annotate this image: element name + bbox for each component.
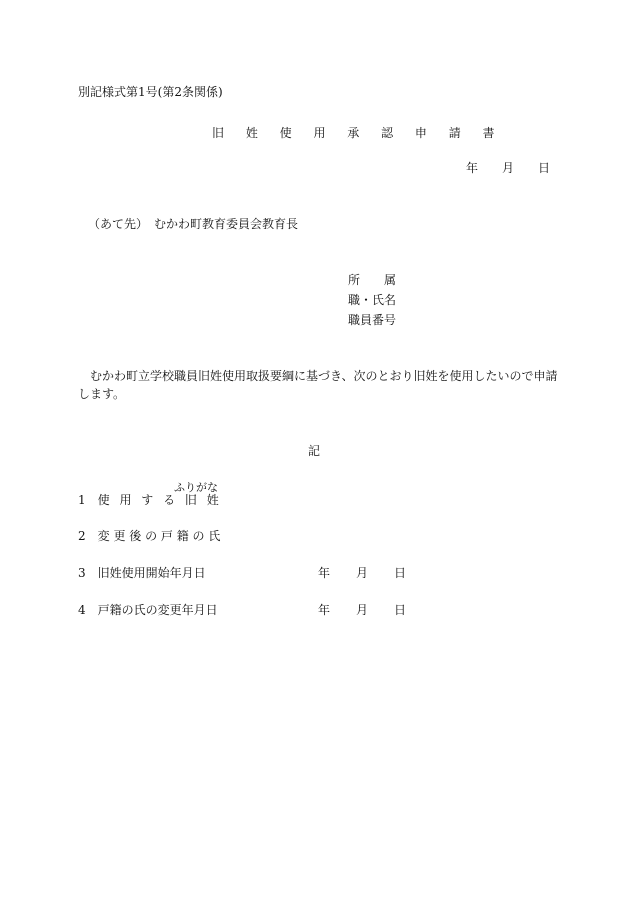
item-1-label: 使 用 す る 旧 姓 [97,493,222,507]
item-1 [78,493,222,507]
item-4-day: 日 [394,603,407,617]
item-4 [78,603,218,617]
document-title: 旧 姓 使 用 承 認 申 請 書 [212,126,504,140]
addressee: （あて先） むかわ町教育委員会教育長 [88,217,299,231]
ki-heading: 記 [308,444,321,458]
date-month-label: 月 [502,161,515,175]
item-2 [78,529,220,543]
item-3-month: 月 [356,566,369,580]
date-day-label: 日 [538,161,551,175]
date-year-label: 年 [466,161,479,175]
furigana-label: ふりがな [174,481,218,494]
item-3-label: 旧姓使用開始年月日 [97,566,206,580]
item-2-number: 2 [78,529,86,543]
item-3-date [318,566,406,580]
item-2-label: 変 更 後 の 戸 籍 の 氏 [97,529,221,543]
applicant-affiliation-label: 所 属 [348,273,397,287]
applicant-staff-number-label: 職員番号 [348,313,397,327]
item-4-year: 年 [318,603,331,617]
item-3-number: 3 [78,566,86,580]
date-line [466,161,550,175]
body-text-line-2: します。 [78,387,126,401]
item-4-label: 戸籍の氏の変更年月日 [97,603,218,617]
body-text-line-1: むかわ町立学校職員旧姓使用取扱要綱に基づき、次のとおり旧姓を使用したいので申請 [90,369,558,383]
item-4-number: 4 [78,603,86,617]
item-4-month: 月 [356,603,369,617]
form-label: 別記様式第1号(第2条関係) [78,85,223,99]
item-3-year: 年 [318,566,331,580]
item-4-date [318,603,406,617]
applicant-position-name-label: 職・氏名 [348,293,397,307]
item-3 [78,566,206,580]
item-3-day: 日 [394,566,407,580]
item-1-number: 1 [78,493,86,507]
